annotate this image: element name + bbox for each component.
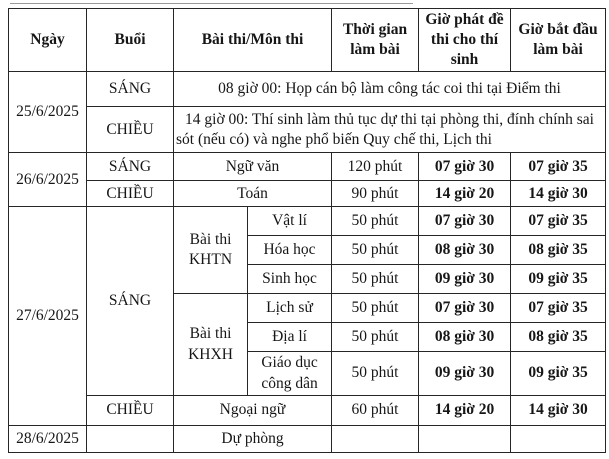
- empty-duration-cell: [332, 425, 419, 452]
- date-cell-26-6: 26/6/2025: [9, 153, 87, 207]
- header-giophat: Giờ phát đề thi cho thí sinh: [419, 9, 511, 72]
- exam-group-khtn: Bài thi KHTN: [174, 207, 248, 294]
- date-cell-25-6: 25/6/2025: [9, 72, 87, 153]
- start-time-cell: 14 giờ 30: [511, 395, 606, 425]
- row-27-afternoon: [9, 395, 606, 425]
- subject-vat-li: Vật lí: [248, 207, 332, 236]
- date-cell-28-6: 28/6/2025: [9, 425, 87, 452]
- header-baithi-monthi: Bài thi/Môn thi: [174, 9, 332, 72]
- header-thoigian: Thời gian làm bài: [332, 9, 419, 72]
- session-cell-morning-25: SÁNG: [87, 72, 174, 107]
- row-25-morning: [9, 72, 606, 107]
- empty-start-cell: [511, 425, 606, 452]
- start-time-cell: 08 giờ 35: [511, 323, 606, 352]
- handout-time-cell: 09 giờ 30: [419, 265, 511, 294]
- duration-cell: 90 phút: [332, 181, 419, 207]
- handout-time-cell: 08 giờ 30: [419, 323, 511, 352]
- duration-cell: 50 phút: [332, 352, 419, 395]
- handout-time-cell: 14 giờ 20: [419, 181, 511, 207]
- start-time-cell: 07 giờ 35: [511, 153, 606, 181]
- header-buoi: Buổi: [87, 9, 174, 72]
- row-25-afternoon: [9, 107, 606, 153]
- scan-edge-artifact: [10, 3, 413, 4]
- exam-group-khxh: Bài thi KHXH: [174, 294, 248, 395]
- session-cell-afternoon-27: CHIỀU: [87, 395, 174, 425]
- reserve-day-cell: Dự phòng: [174, 425, 332, 452]
- handout-time-cell: 07 giờ 30: [419, 294, 511, 323]
- subject-toan: Toán: [174, 181, 332, 207]
- session-cell-morning-26: SÁNG: [87, 153, 174, 181]
- header-giobatdau: Giờ bắt đầu làm bài: [511, 9, 606, 72]
- row-27-vat-li: [9, 207, 606, 236]
- activity-text-afternoon-25: 14 giờ 00: Thí sinh làm thủ tục dự thi tại phòng thi, đính chính sai sót (nếu có) và nghe phổ biến Quy chế thi, Lịch thi: [174, 107, 606, 153]
- duration-cell: 120 phút: [332, 153, 419, 181]
- header-ngay: Ngày: [9, 9, 87, 72]
- handout-time-cell: 08 giờ 30: [419, 236, 511, 265]
- session-cell-morning-27: SÁNG: [87, 207, 174, 395]
- subject-gdcd: Giáo dục công dân: [248, 352, 332, 395]
- row-28-reserve: [9, 425, 606, 452]
- start-time-cell: 07 giờ 35: [511, 294, 606, 323]
- exam-schedule-table: [8, 8, 606, 453]
- session-cell-afternoon-25: CHIỀU: [87, 107, 174, 153]
- handout-time-cell: 07 giờ 30: [419, 153, 511, 181]
- row-26-afternoon: [9, 181, 606, 207]
- duration-cell: 50 phút: [332, 265, 419, 294]
- duration-cell: 60 phút: [332, 395, 419, 425]
- duration-cell: 50 phút: [332, 294, 419, 323]
- start-time-cell: 08 giờ 35: [511, 236, 606, 265]
- session-cell-afternoon-26: CHIỀU: [87, 181, 174, 207]
- duration-cell: 50 phút: [332, 207, 419, 236]
- date-cell-27-6: 27/6/2025: [9, 207, 87, 425]
- handout-time-cell: 14 giờ 20: [419, 395, 511, 425]
- start-time-cell: 09 giờ 35: [511, 352, 606, 395]
- start-time-cell: 14 giờ 30: [511, 181, 606, 207]
- subject-ngoai-ngu: Ngoại ngữ: [174, 395, 332, 425]
- subject-lich-su: Lịch sử: [248, 294, 332, 323]
- empty-session-cell: [87, 425, 174, 452]
- start-time-cell: 07 giờ 35: [511, 207, 606, 236]
- header-row: [9, 9, 606, 72]
- activity-text-morning-25: 08 giờ 00: Họp cán bộ làm công tác coi thi tại Điểm thi: [174, 72, 606, 107]
- duration-cell: 50 phút: [332, 323, 419, 352]
- subject-ngu-van: Ngữ văn: [174, 153, 332, 181]
- duration-cell: 50 phút: [332, 236, 419, 265]
- subject-sinh-hoc: Sinh học: [248, 265, 332, 294]
- start-time-cell: 09 giờ 35: [511, 265, 606, 294]
- handout-time-cell: 09 giờ 30: [419, 352, 511, 395]
- subject-dia-li: Địa lí: [248, 323, 332, 352]
- handout-time-cell: 07 giờ 30: [419, 207, 511, 236]
- row-26-morning: [9, 153, 606, 181]
- subject-hoa-hoc: Hóa học: [248, 236, 332, 265]
- empty-handout-cell: [419, 425, 511, 452]
